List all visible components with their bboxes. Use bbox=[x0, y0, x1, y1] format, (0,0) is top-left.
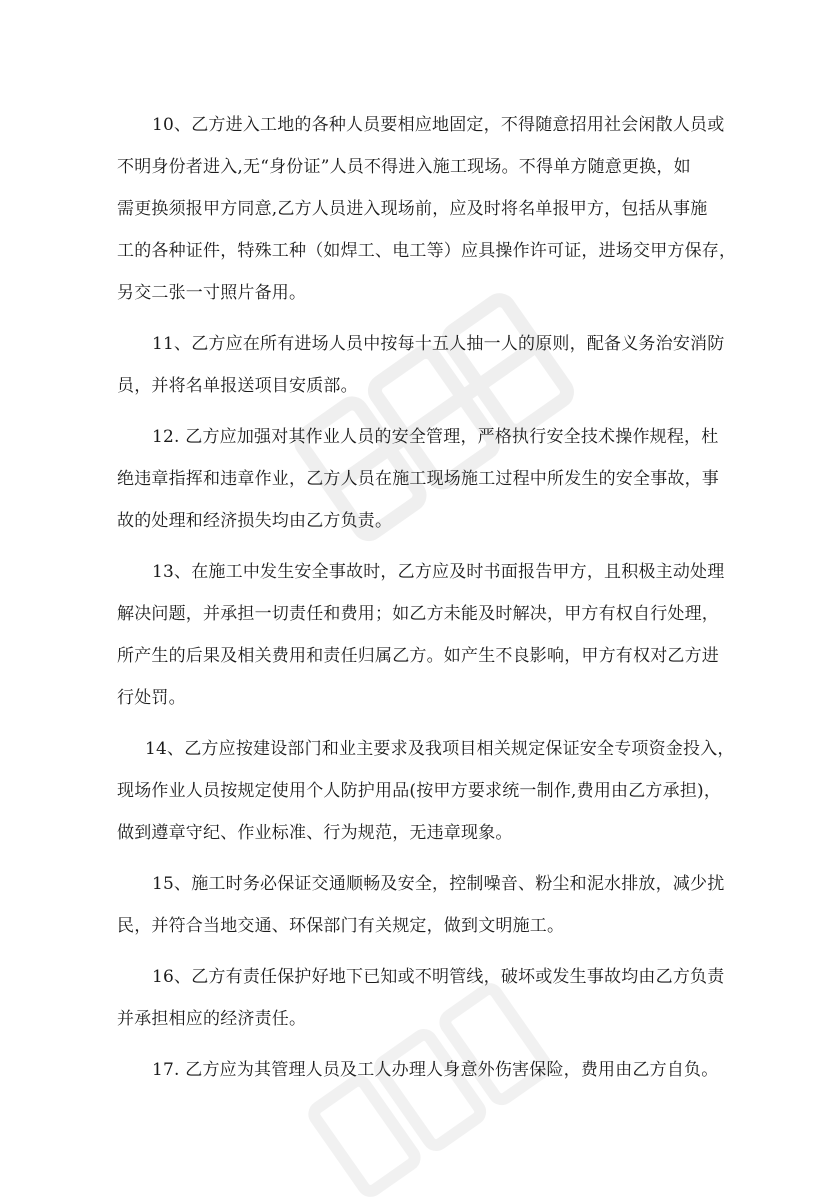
clause-line: 员，并将名单报送项目安质部。 bbox=[117, 376, 358, 396]
clause-line: 行处罚。 bbox=[117, 688, 186, 708]
clause-line: 11、乙方应在所有进场人员中按每十五人抽一人的原则，配备义务治安消防 bbox=[152, 334, 725, 354]
clause-13 bbox=[117, 551, 725, 719]
clause-line: 故的处理和经济损失均由乙方负责。 bbox=[117, 511, 393, 531]
clause-17 bbox=[117, 1049, 717, 1091]
clause-line: 13、在施工中发生安全事故时，乙方应及时书面报告甲方，且积极主动处理 bbox=[152, 562, 725, 582]
clause-line: 16、乙方有责任保护好地下已知或不明管线，破坏或发生事故均由乙方负责 bbox=[152, 967, 725, 987]
clause-line: 17. 乙方应为其管理人员及工人办理人身意外伤害保险，费用由乙方自负。 bbox=[152, 1060, 719, 1080]
clause-line: 14、乙方应按建设部门和业主要求及我项目相关规定保证安全专项资金投入， bbox=[145, 739, 735, 759]
clause-line: 需更换须报甲方同意,乙方人员进入现场前，应及时将名单报甲方，包括从事施 bbox=[117, 199, 708, 219]
clause-11 bbox=[117, 323, 725, 407]
clause-line: 15、施工时务必保证交通顺畅及安全，控制噪音、粉尘和泥水排放，减少扰 bbox=[152, 874, 725, 894]
clause-14 bbox=[117, 728, 735, 854]
clause-line: 解决问题，并承担一切责任和费用；如乙方未能及时解决，甲方有权自行处理， bbox=[117, 604, 719, 624]
clause-12 bbox=[117, 416, 717, 542]
clause-line: 10、乙方进入工地的各种人员要相应地固定，不得随意招用社会闲散人员或 bbox=[152, 115, 725, 135]
clause-line: 不明身份者进入,无“身份证”人员不得进入施工现场。不得单方随意更换，如 bbox=[117, 157, 691, 177]
clause-line: 民，并符合当地交通、环保部门有关规定，做到文明施工。 bbox=[117, 916, 565, 936]
clause-line: 所产生的后果及相关费用和责任归属乙方。如产生不良影响，甲方有权对乙方进 bbox=[117, 646, 719, 666]
clause-line: 12. 乙方应加强对其作业人员的安全管理，严格执行安全技术操作规程，杜 bbox=[152, 427, 719, 447]
clause-line: 工的各种证件，特殊工种（如焊工、电工等）应具操作许可证，进场交甲方保存， bbox=[117, 241, 737, 261]
clause-line: 现场作业人员按规定使用个人防护用品(按甲方要求统一制作,费用由乙方承担)， bbox=[117, 781, 722, 801]
clause-15 bbox=[117, 863, 725, 947]
clause-line: 另交二张一寸照片备用。 bbox=[117, 283, 307, 303]
clause-10 bbox=[117, 104, 737, 314]
document-body bbox=[117, 104, 737, 1100]
clause-line: 并承担相应的经济责任。 bbox=[117, 1009, 307, 1029]
clause-line: 做到遵章守纪、作业标准、行为规范，无违章现象。 bbox=[117, 823, 513, 843]
clause-16 bbox=[117, 956, 725, 1040]
clause-line: 绝违章指挥和违章作业，乙方人员在施工现场施工过程中所发生的安全事故，事 bbox=[117, 469, 719, 489]
